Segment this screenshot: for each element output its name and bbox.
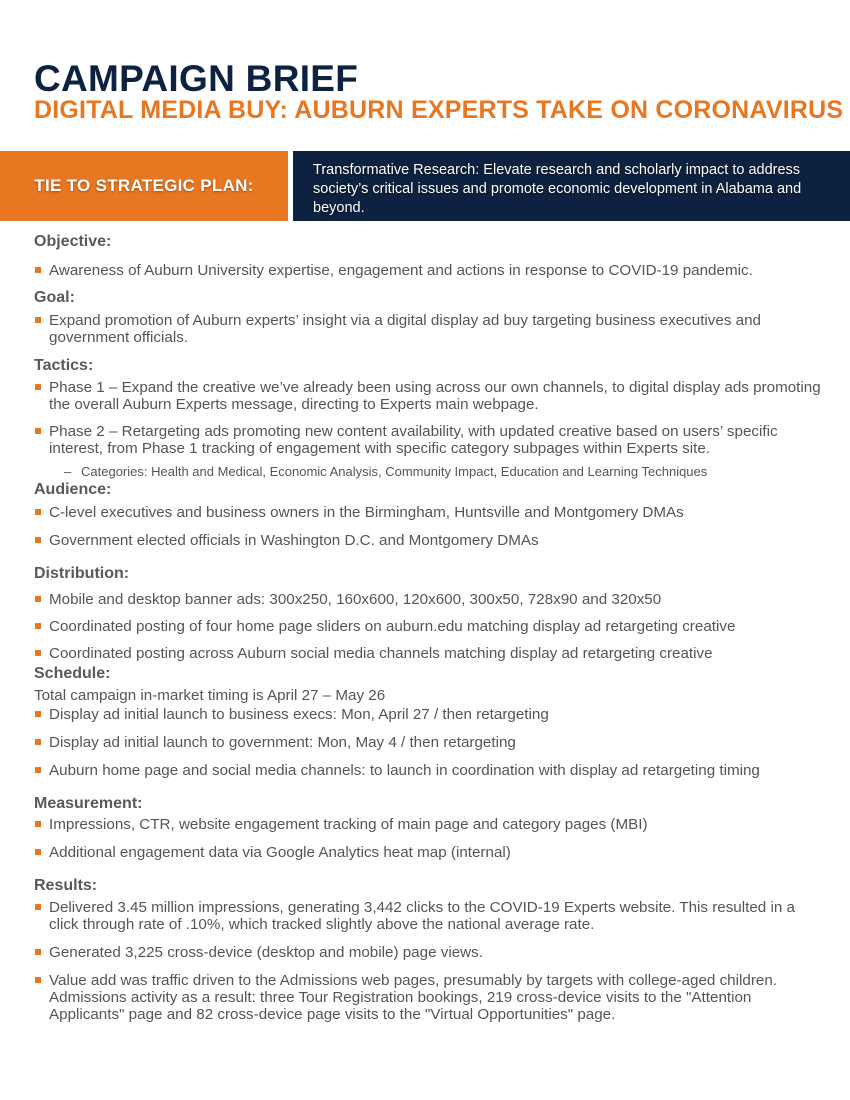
- results-heading: Results:: [34, 877, 98, 894]
- measurement-heading: Measurement:: [34, 795, 143, 812]
- measurement-item: Impressions, CTR, website engagement tracking of main page and category pages (MBI): [34, 816, 824, 833]
- results-item: Value add was traffic driven to the Admissions web pages, presumably by targets with college-aged children. Admissions activity as a result: three Tour Registration bookings, 219 cross-device visits to the "Attention Applicants" page and 82 cross-device page visits to the "Virtual Opportunities" page.: [34, 972, 824, 1023]
- schedule-intro: Total campaign in-market timing is April 27 – May 26: [34, 687, 386, 704]
- brief-content: [34, 233, 824, 1023]
- schedule-item: Display ad initial launch to business execs: Mon, April 27 / then retargeting: [34, 706, 824, 723]
- distribution-item: Mobile and desktop banner ads: 300x250, 160x600, 120x600, 300x50, 728x90 and 320x50: [34, 591, 824, 608]
- tactics-item: Phase 1 – Expand the creative we’ve already been using across our own channels, to digital display ads promoting the overall Auburn Experts message, directing to Experts main webpage.: [34, 379, 824, 413]
- goal-heading: Goal:: [34, 289, 75, 306]
- distribution-heading: Distribution:: [34, 565, 130, 582]
- measurement-item: Additional engagement data via Google Analytics heat map (internal): [34, 844, 824, 861]
- strategic-plan-text: Transformative Research: Elevate research and scholarly impact to address society’s critical issues and promote economic development in Alabama and beyond.: [293, 151, 850, 221]
- results-item: Generated 3,225 cross-device (desktop and mobile) page views.: [34, 944, 824, 961]
- results-item: Delivered 3.45 million impressions, generating 3,442 clicks to the COVID-19 Experts website. This resulted in a click through rate of .10%, which tracked slightly above the national average rate.: [34, 899, 824, 933]
- schedule-heading: Schedule:: [34, 665, 111, 682]
- page-subtitle: DIGITAL MEDIA BUY: AUBURN EXPERTS TAKE ON CORONAVIRUS: [34, 96, 844, 124]
- strategic-plan-label: TIE TO STRATEGIC PLAN:: [0, 151, 288, 221]
- tactics-item: Phase 2 – Retargeting ads promoting new content availability, with updated creative based on users’ specific interest, from Phase 1 tracking of engagement with specific category subpages within Experts site.: [34, 423, 824, 457]
- objective-item: Awareness of Auburn University expertise, engagement and actions in response to COVID-19 pandemic.: [34, 262, 824, 279]
- tactics-heading: Tactics:: [34, 357, 94, 374]
- objective-heading: Objective:: [34, 233, 112, 250]
- tactics-subitem: – Categories: Health and Medical, Economic Analysis, Community Impact, Education and Learning Techniques: [34, 464, 824, 480]
- audience-heading: Audience:: [34, 481, 112, 498]
- schedule-item: Auburn home page and social media channels: to launch in coordination with display ad retargeting timing: [34, 762, 824, 779]
- distribution-item: Coordinated posting across Auburn social media channels matching display ad retargeting creative: [34, 645, 824, 662]
- schedule-item: Display ad initial launch to government: Mon, May 4 / then retargeting: [34, 734, 824, 751]
- audience-item: C-level executives and business owners in the Birmingham, Huntsville and Montgomery DMAs: [34, 504, 824, 521]
- page-title: CAMPAIGN BRIEF: [34, 58, 359, 99]
- goal-item: Expand promotion of Auburn experts’ insight via a digital display ad buy targeting business executives and government officials.: [34, 312, 824, 346]
- distribution-item: Coordinated posting of four home page sliders on auburn.edu matching display ad retargeting creative: [34, 618, 824, 635]
- audience-item: Government elected officials in Washington D.C. and Montgomery DMAs: [34, 532, 824, 549]
